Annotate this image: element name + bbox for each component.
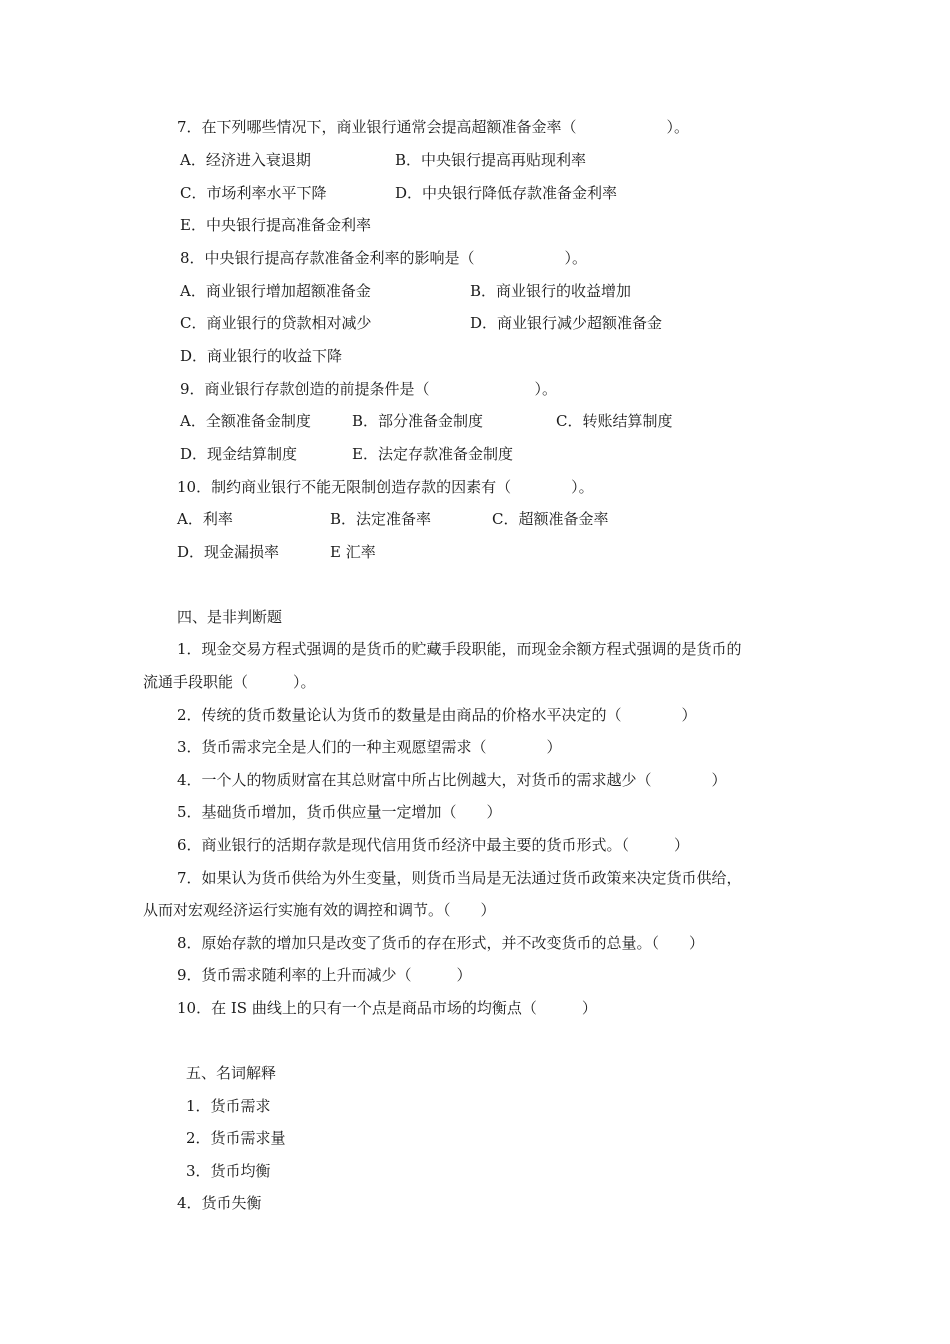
tf-item-7: 7．如果认为货币供给为外生变量，则货币当局是无法通过货币政策来决定货币供给， xyxy=(177,869,742,887)
q8-option-a: A．商业银行增加超额准备金 xyxy=(180,282,371,300)
q7-option-e: E．中央银行提高准备金利率 xyxy=(180,216,371,234)
question-9: 9．商业银行存款创造的前提条件是（ ）。 xyxy=(180,380,558,398)
q9-option-d: D．现金结算制度 xyxy=(180,445,298,463)
tf-item-10: 10．在 IS 曲线上的只有一个点是商品市场的均衡点（ ） xyxy=(177,999,597,1017)
q9-option-c: C．转账结算制度 xyxy=(556,412,673,430)
question-7: 7．在下列哪些情况下，商业银行通常会提高超额准备金率（ ）。 xyxy=(177,118,690,136)
term-2: 2．货币需求量 xyxy=(186,1129,286,1147)
tf-section-title: 四、是非判断题 xyxy=(177,608,283,626)
q10-option-c: C．超额准备金率 xyxy=(492,510,609,528)
q10-option-d: D．现金漏损率 xyxy=(177,543,280,561)
q9-option-a: A．全额准备金制度 xyxy=(180,412,311,430)
question-8: 8．中央银行提高存款准备金利率的影响是（ ）。 xyxy=(180,249,588,267)
q8-option-d: D．商业银行减少超额准备金 xyxy=(470,314,663,332)
q10-option-a: A．利率 xyxy=(177,510,233,528)
q7-option-c: C．市场利率水平下降 xyxy=(180,184,327,202)
tf-item-1: 1．现金交易方程式强调的是货币的贮藏手段职能，而现金余额方程式强调的是货币的 xyxy=(177,640,742,658)
term-1: 1．货币需求 xyxy=(186,1097,271,1115)
tf-item-7-cont: 从而对宏观经济运行实施有效的调控和调节。（ ） xyxy=(143,901,496,919)
q9-option-b: B．部分准备金制度 xyxy=(352,412,484,430)
q10-option-b: B．法定准备率 xyxy=(330,510,432,528)
tf-item-4: 4．一个人的物质财富在其总财富中所占比例越大，对货币的需求越少（ ） xyxy=(177,771,727,789)
q7-option-a: A．经济进入衰退期 xyxy=(180,151,311,169)
tf-item-3: 3．货币需求完全是人们的一种主观愿望需求（ ） xyxy=(177,738,562,756)
terms-section-title: 五、名词解释 xyxy=(186,1064,277,1082)
term-3: 3．货币均衡 xyxy=(186,1162,271,1180)
q7-option-b: B．中央银行提高再贴现利率 xyxy=(395,151,587,169)
tf-item-5: 5．基础货币增加，货币供应量一定增加（ ） xyxy=(177,803,502,821)
term-4: 4．货币失衡 xyxy=(177,1194,262,1212)
q10-option-e: E 汇率 xyxy=(330,543,376,561)
question-10: 10．制约商业银行不能无限制创造存款的因素有（ ）。 xyxy=(177,478,594,496)
q7-option-d: D．中央银行降低存款准备金利率 xyxy=(395,184,618,202)
tf-item-1-cont: 流通手段职能（ ）。 xyxy=(143,673,316,691)
tf-item-8: 8．原始存款的增加只是改变了货币的存在形式，并不改变货币的总量。（ ） xyxy=(177,934,705,952)
tf-item-6: 6．商业银行的活期存款是现代信用货币经济中最主要的货币形式。（ ） xyxy=(177,836,690,854)
q8-option-e: D．商业银行的收益下降 xyxy=(180,347,343,365)
q8-option-b: B．商业银行的收益增加 xyxy=(470,282,632,300)
tf-item-2: 2．传统的货币数量论认为货币的数量是由商品的价格水平决定的（ ） xyxy=(177,706,697,724)
q9-option-e: E．法定存款准备金制度 xyxy=(352,445,513,463)
tf-item-9: 9．货币需求随利率的上升而减少（ ） xyxy=(177,966,472,984)
q8-option-c: C．商业银行的贷款相对减少 xyxy=(180,314,372,332)
